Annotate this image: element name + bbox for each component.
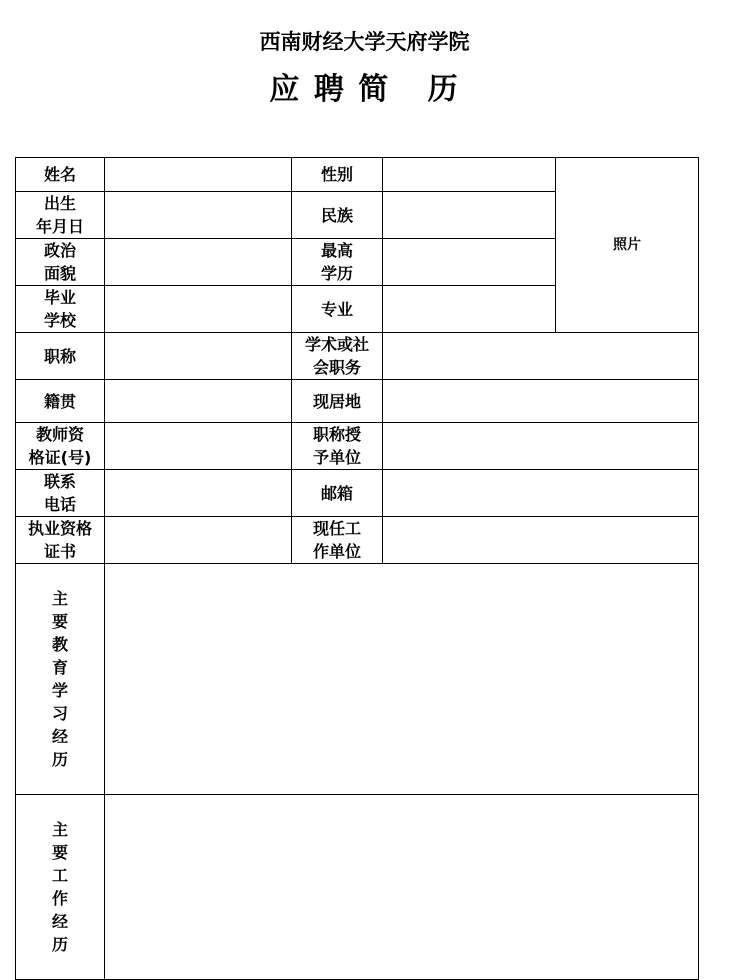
email-field[interactable] [383,470,699,517]
highest-education-label: 最高 学历 [292,239,383,286]
academic-post-field[interactable] [383,333,699,380]
phone-label: 联系 电话 [16,470,105,517]
residence-field[interactable] [383,380,699,423]
birth-date-label: 出生 年月日 [16,192,105,239]
graduate-school-field[interactable] [105,286,292,333]
major-field[interactable] [383,286,556,333]
professional-title-label: 职称 [16,333,105,380]
row-work-history [16,795,699,980]
ethnicity-field[interactable] [383,192,556,239]
row-title [16,333,699,380]
license-label: 执业资格 证书 [16,517,105,564]
photo-box[interactable]: 照片 [556,158,699,333]
highest-education-field[interactable] [383,239,556,286]
page-title: 应 聘 简 历 [269,72,460,107]
current-employer-label: 现任工 作单位 [292,517,383,564]
name-label: 姓名 [16,158,105,192]
row-teacher-cert [16,423,699,470]
license-field[interactable] [105,517,292,564]
row-education-history [16,564,699,795]
email-label: 邮箱 [292,470,383,517]
teacher-cert-field[interactable] [105,423,292,470]
birth-date-field[interactable] [105,192,292,239]
title-issuer-field[interactable] [383,423,699,470]
name-field[interactable] [105,158,292,192]
major-label: 专业 [292,286,383,333]
resume-form [15,157,699,980]
title-issuer-label: 职称授 予单位 [292,423,383,470]
education-history-field[interactable] [105,564,699,795]
education-history-label: 主要教育学习经历 [51,589,68,769]
residence-label: 现居地 [292,380,383,423]
professional-title-field[interactable] [105,333,292,380]
row-name [16,158,699,192]
row-license [16,517,699,564]
row-native [16,380,699,423]
current-employer-field[interactable] [383,517,699,564]
academic-post-label: 学术或社 会职务 [292,333,383,380]
political-status-field[interactable] [105,239,292,286]
gender-field[interactable] [383,158,556,192]
teacher-cert-label: 教师资 格证(号) [16,423,105,470]
school-name: 西南财经大学天府学院 [259,30,470,54]
native-place-field[interactable] [105,380,292,423]
gender-label: 性别 [292,158,383,192]
work-history-label-cell [16,795,105,980]
work-history-label: 主要工作经历 [51,820,68,954]
phone-field[interactable] [105,470,292,517]
education-history-label-cell [16,564,105,795]
native-place-label: 籍贯 [16,380,105,423]
graduate-school-label: 毕业 学校 [16,286,105,333]
ethnicity-label: 民族 [292,192,383,239]
political-status-label: 政治 面貌 [16,239,105,286]
work-history-field[interactable] [105,795,699,980]
row-contact [16,470,699,517]
